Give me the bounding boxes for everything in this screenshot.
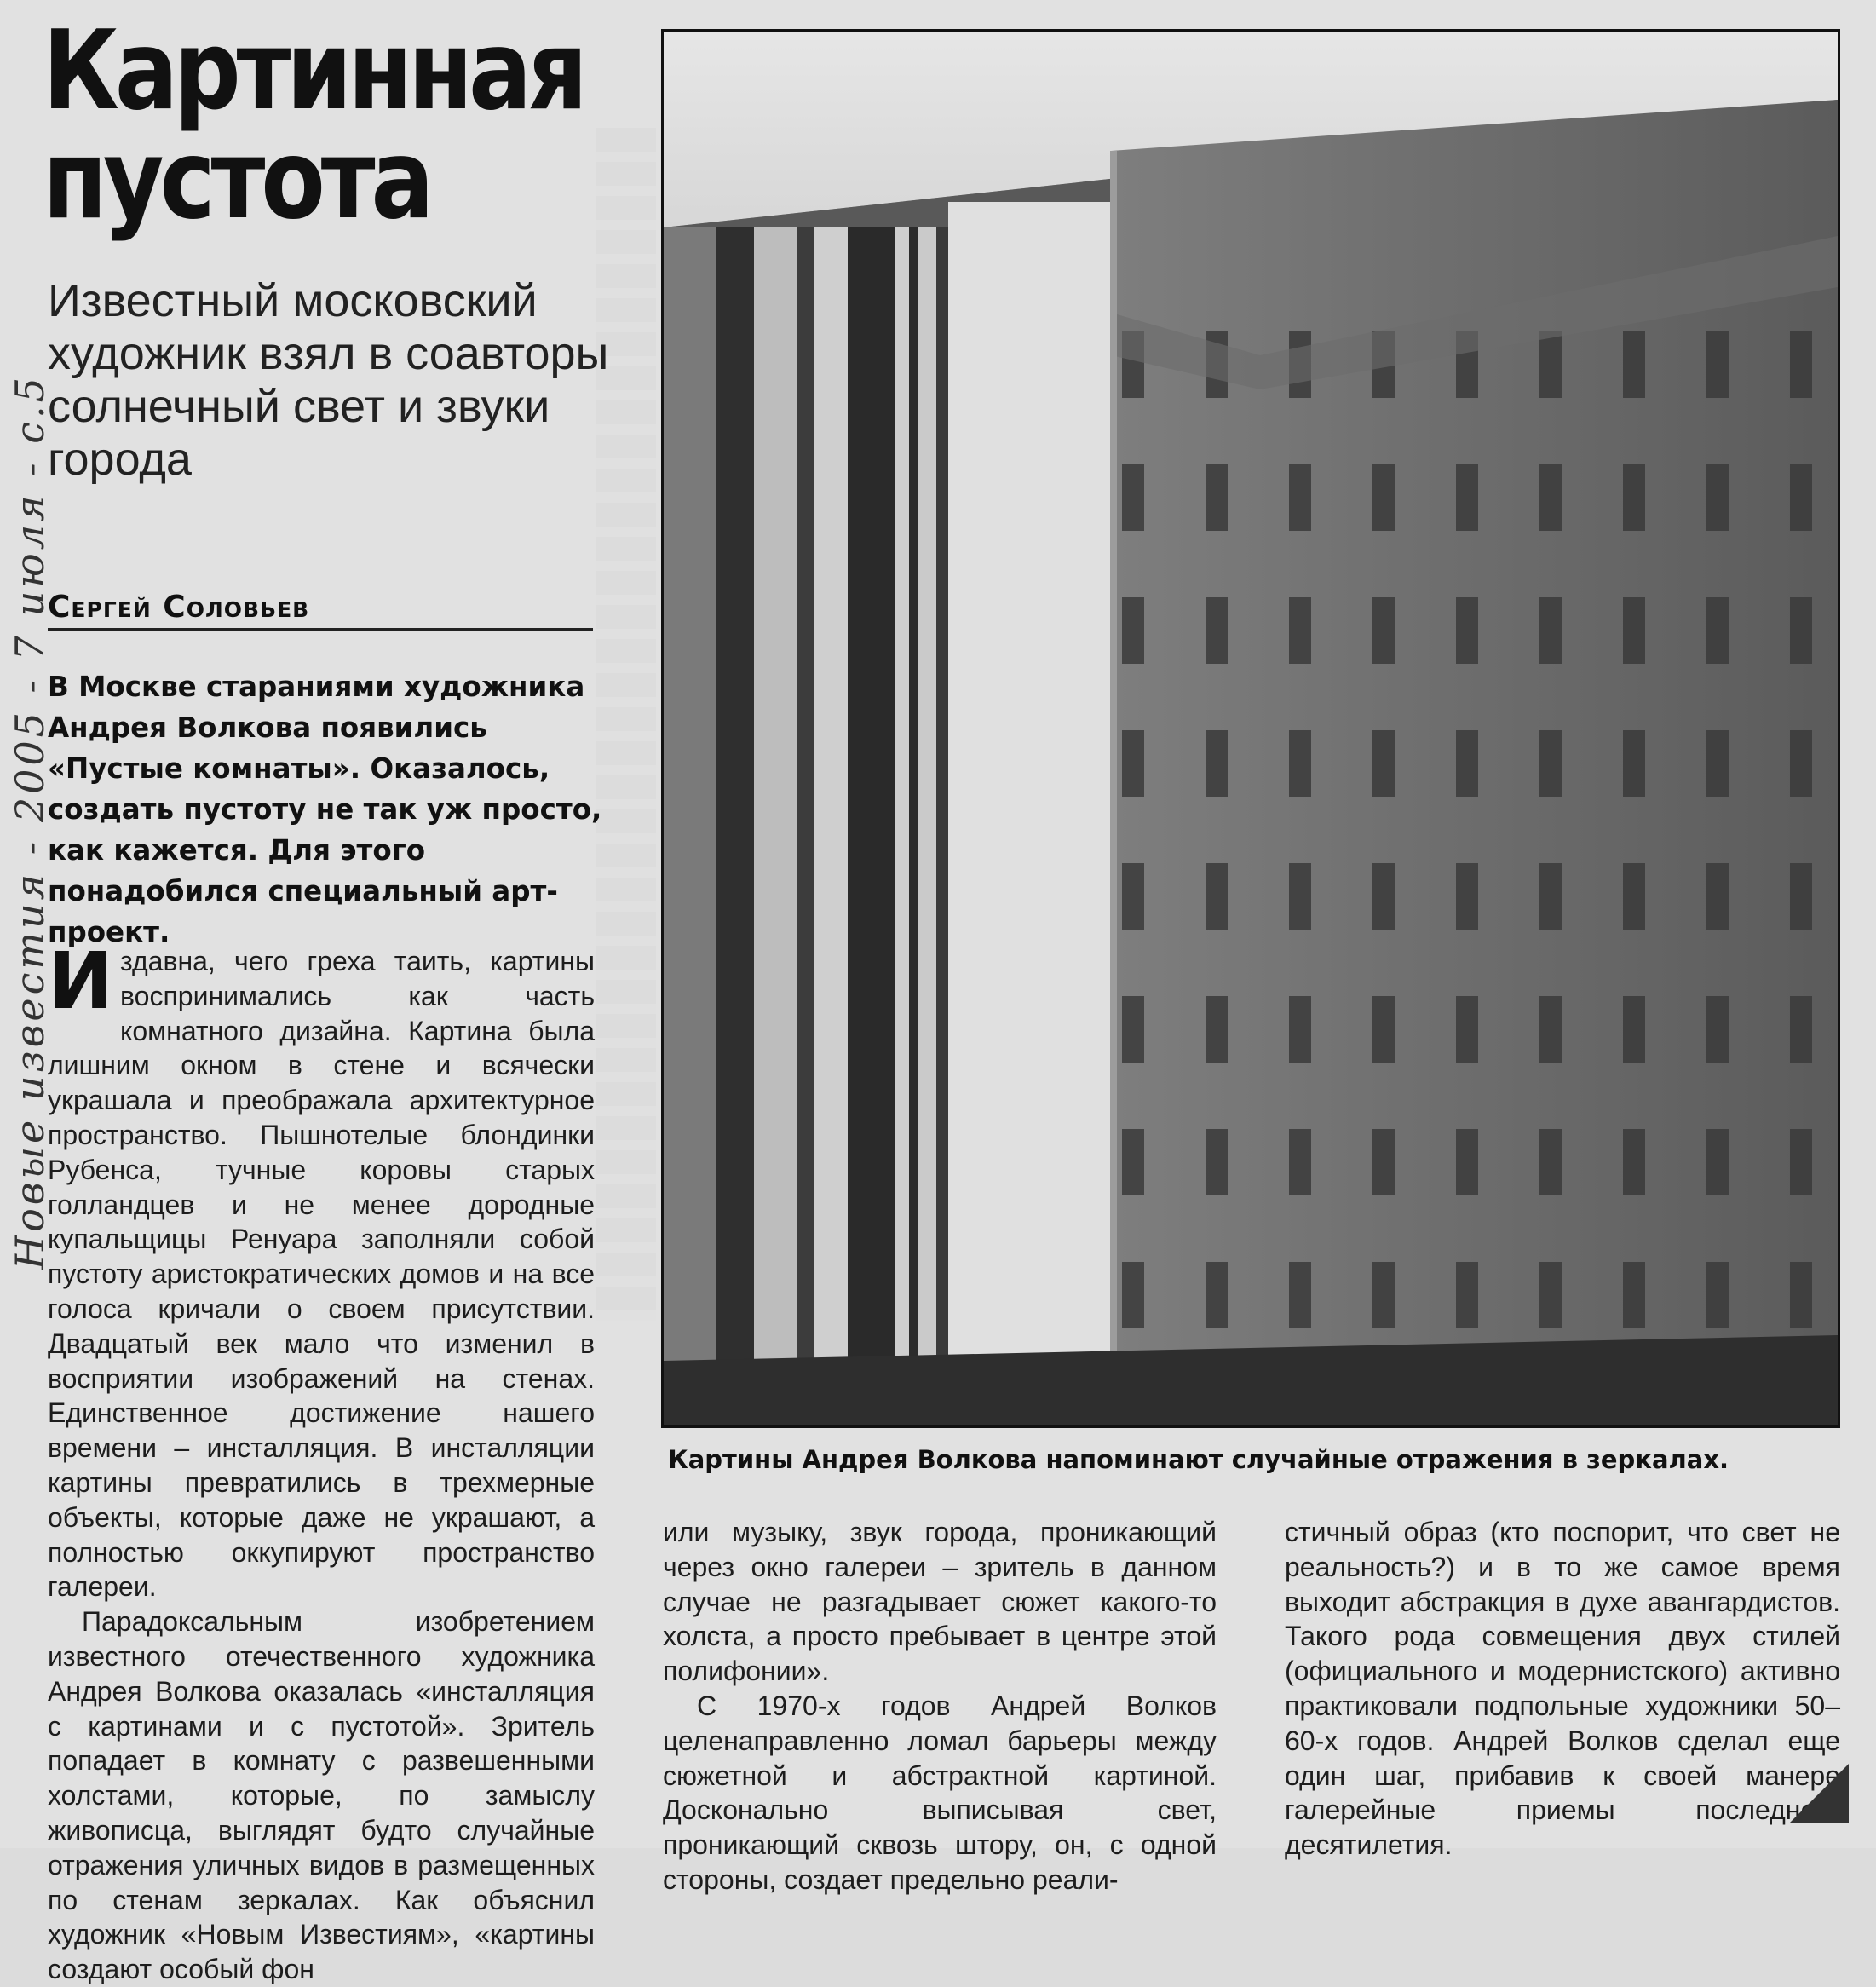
handwritten-source-note: Новые известия - 2005 - 7 июля - с.5 — [7, 374, 53, 1270]
paragraph-1 — [48, 936, 595, 1604]
author-byline: Сергей Соловьев — [48, 590, 593, 631]
article-lead: В Москве стараниями художника Андрея Волкова появились «Пустые комнаты». Оказалось, создать пустоту не так уж просто, как кажется. Для этого понадобился специальный арт-проект. — [48, 671, 602, 948]
paragraph-3: или музыку, звук города, проникающий через окно галереи – зритель в данном случае не разгадывает сюжет какого-то холста, а просто пребывает в центре этой полифонии». — [663, 1517, 1217, 1687]
article-headline — [43, 8, 584, 244]
article-column-2 — [663, 1515, 1217, 1898]
photo-painting-window-building — [664, 32, 1838, 1425]
article-column-1 — [48, 936, 595, 1987]
paragraph-2: Парадоксальным изобретением известного отечественного художника Андрея Волкова оказалась «инсталляция с картинами и с пустотой». Зритель попадает в комнату с развешенными холстами, которые, по замыслу живописца, выглядят будто случайные отражения уличных видов в размещенных по стенам зеркалах. Как объяснил художник «Новым Известиям», «картины создают особый фон — [48, 1606, 595, 1985]
end-of-article-mark — [1789, 1764, 1849, 1823]
paragraph-4: С 1970-х годов Андрей Волков целенаправленно ломал барьеры между сюжетной и абстрактной картиной. Досконально выписывая свет, проникающий сквозь штору, он, с одной стороны, создает предельно реали- — [663, 1690, 1217, 1895]
photo-caption: Картины Андрея Волкова напоминают случайные отражения в зеркалах. — [668, 1445, 1729, 1474]
headline-line-1: Картинная — [43, 8, 584, 135]
article-photo — [661, 29, 1840, 1428]
drop-cap: И — [48, 936, 113, 1027]
paragraph-1-text: здавна, чего греха таить, картины воспринимались как часть комнатного дизайна. Картина была лишним окном в стене и всячески украшала и преображала архитектурное пространство. Пышнотелые блондинки Рубенса, тучные коровы старых голландцев и не менее дородные купальщицы Ренуара заполняли собой пустоту аристократических домов и на все голоса кричали о своем присутствии. Двадцатый век мало что изменил в восприятии изображений на стенах. Единственное достижение нашего времени – инсталляция. В инсталляции картины превратились в трехмерные объекты, которые даже не украшают, а полностью оккупируют пространство галереи. — [48, 946, 595, 1603]
article-subhead: Известный московский художник взял в соавторы солнечный свет и звуки города — [48, 275, 609, 485]
headline-line-2: пустота — [43, 117, 430, 244]
article-column-3 — [1285, 1515, 1840, 1863]
paragraph-5: стичный образ (кто поспорит, что свет не реальность?) и в то же самое время выходит абстракция в духе авангардистов. Такого рода совмещения двух стилей (официального и модернистского) активно практиковали подпольные художники 50–60-х годов. Андрей Волков сделал еще один шаг, прибавив к своей манере галерейные приемы последнего десятилетия. — [1285, 1517, 1840, 1861]
